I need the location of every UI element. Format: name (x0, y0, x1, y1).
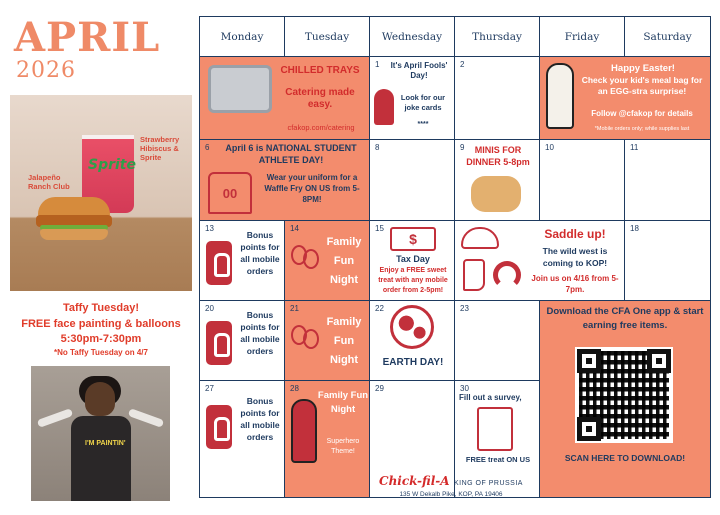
saddle-title: Saddle up! (544, 227, 606, 241)
cell-easter (540, 57, 710, 140)
day-number: 8 (375, 143, 380, 152)
day-number: 1 (375, 60, 380, 69)
day-number: 13 (205, 224, 214, 233)
bonus-points-text: Bonus points for all mobile orders (240, 396, 280, 442)
athlete-day-title: April 6 is NATIONAL STUDENT ATHLETE DAY! (225, 143, 357, 165)
cell-day-21 (285, 301, 370, 381)
saddle-sub: Join us on 4/16 from 5-7pm. (531, 274, 619, 294)
cell-day-18 (625, 221, 710, 301)
taffy-note: *No Taffy Tuesday on 4/7 (54, 348, 148, 357)
balloon-icon (303, 249, 319, 269)
horseshoe-icon (493, 261, 521, 289)
cell-day-8 (370, 140, 455, 221)
day-number: 9 (460, 143, 465, 152)
cell-day-11 (625, 140, 710, 221)
store-address: 135 W Dekalb Pike, KOP, PA 19406 (399, 491, 503, 498)
face-painter-photo (31, 366, 170, 501)
athlete-day-sub: Wear your uniform for a Waffle Fry ON US from 5-8PM! (264, 173, 360, 204)
day-number: 21 (290, 304, 299, 313)
day-number: 27 (205, 384, 214, 393)
globe-icon (390, 305, 434, 349)
store-name: KING OF PRUSSIA (454, 480, 523, 487)
cell-day-28 (285, 381, 370, 497)
cell-day-6 (200, 140, 370, 221)
apron-text: I'M PAINTIN' (85, 440, 126, 447)
tax-day-title: Tax Day (396, 254, 430, 264)
cell-day-27 (200, 381, 285, 497)
superhero-theme-text: Superhero Theme! (326, 438, 360, 455)
drink-label: Strawberry Hibiscus & Sprite (140, 135, 180, 162)
cell-day-1 (370, 57, 455, 140)
mobile-order-icon (206, 405, 232, 449)
cell-chilled-trays (200, 57, 370, 140)
qr-code[interactable] (575, 347, 673, 443)
minis-image (471, 176, 521, 212)
survey-title: Fill out a survey, (459, 393, 522, 402)
cup-logo: Sprite (88, 157, 136, 173)
cell-day-14 (285, 221, 370, 301)
day-number: 22 (375, 304, 384, 313)
day-number: 15 (375, 224, 384, 233)
mobile-order-icon (206, 321, 232, 365)
joke-card-icon (374, 89, 394, 125)
bonus-points-text: Bonus points for all mobile orders (240, 310, 280, 356)
easter-title: Happy Easter! (611, 63, 675, 74)
header-monday: Monday (200, 17, 285, 57)
tax-day-sub: Enjoy a FREE sweet treat with any mobile order from 2-5pm! (378, 267, 448, 294)
family-fun-night-text: Family Fun Night (317, 390, 369, 415)
month-title: APRIL (14, 14, 161, 61)
app-title: Download the CFA One app & start earning free items. (546, 306, 704, 331)
cell-day-2 (455, 57, 540, 140)
family-fun-night-text: Family Fun Night (326, 236, 362, 286)
chilled-title: CHILLED TRAYS (280, 65, 360, 76)
taffy-title: Taffy Tuesday! (63, 302, 139, 314)
cow-mascot-icon (546, 63, 574, 129)
taffy-time: 5:30pm-7:30pm (60, 333, 142, 345)
day-number: 30 (460, 384, 469, 393)
saddle-line: The wild west is coming to KOP! (542, 246, 608, 268)
header-wednesday: Wednesday (370, 17, 455, 57)
april-fools-sub: Look for our joke cards (400, 93, 446, 112)
promo-photo (10, 95, 192, 291)
day-number: 20 (205, 304, 214, 313)
earth-day-text: EARTH DAY! (382, 357, 444, 368)
footer (366, 472, 536, 498)
day-number: 29 (375, 384, 384, 393)
sandwich-label: Jalapeño Ranch Club (28, 173, 70, 191)
dollar-bill-icon: $ (390, 227, 436, 251)
header-friday: Friday (540, 17, 625, 57)
day-number: 2 (460, 60, 465, 69)
easter-line: Check your kid's meal bag for an EGG-stra surprise! (581, 75, 703, 96)
balloon-icon (303, 329, 319, 349)
day-number: 28 (290, 384, 299, 393)
cowboy-hat-icon (461, 227, 499, 249)
cell-day-22 (370, 301, 455, 381)
mobile-order-icon (206, 241, 232, 285)
cell-day-23 (455, 301, 540, 381)
bonus-points-text: Bonus points for all mobile orders (240, 230, 280, 276)
cell-saddle-up (455, 221, 625, 301)
cell-day-15 (370, 221, 455, 301)
survey-clipboard-icon (477, 407, 513, 451)
cell-app-download (540, 301, 710, 497)
sandwich-image (38, 197, 110, 241)
day-number: 14 (290, 224, 299, 233)
jersey-icon: 00 (208, 172, 252, 214)
chilled-url: cfakop.com/catering (287, 123, 355, 132)
april-fools-dots: **** (417, 121, 429, 128)
brand-logo: Chick-fil-A (379, 474, 450, 488)
cowboy-boot-icon (463, 259, 485, 291)
easter-note: *Mobile orders only; while supplies last (594, 126, 690, 132)
family-fun-night-text: Family Fun Night (326, 316, 362, 366)
cell-day-10 (540, 140, 625, 221)
day-number: 23 (460, 304, 469, 313)
survey-sub: FREE treat ON US (465, 455, 531, 464)
day-number: 6 (205, 143, 210, 152)
cell-day-13 (200, 221, 285, 301)
april-fools-title: It's April Fools' Day! (390, 61, 448, 80)
cell-day-9 (455, 140, 540, 221)
day-number: 18 (630, 224, 639, 233)
cell-day-20 (200, 301, 285, 381)
year-title: 2026 (16, 58, 76, 83)
easter-follow: Follow @cfakop for details (591, 109, 693, 118)
taffy-tuesday-promo (10, 302, 192, 357)
calendar-grid (199, 16, 711, 498)
app-cta: SCAN HERE TO DOWNLOAD! (564, 453, 686, 463)
day-number: 11 (630, 143, 639, 152)
header-tuesday: Tuesday (285, 17, 370, 57)
catering-tray-image (208, 65, 272, 113)
minis-title: MINIS FOR DINNER 5-8pm (466, 145, 530, 167)
day-number: 10 (545, 143, 554, 152)
superhero-cow-icon (291, 399, 317, 463)
taffy-offer: FREE face painting & balloons (21, 318, 181, 330)
header-saturday: Saturday (625, 17, 710, 57)
header-thursday: Thursday (455, 17, 540, 57)
chilled-sub: Catering made easy. (285, 87, 355, 110)
